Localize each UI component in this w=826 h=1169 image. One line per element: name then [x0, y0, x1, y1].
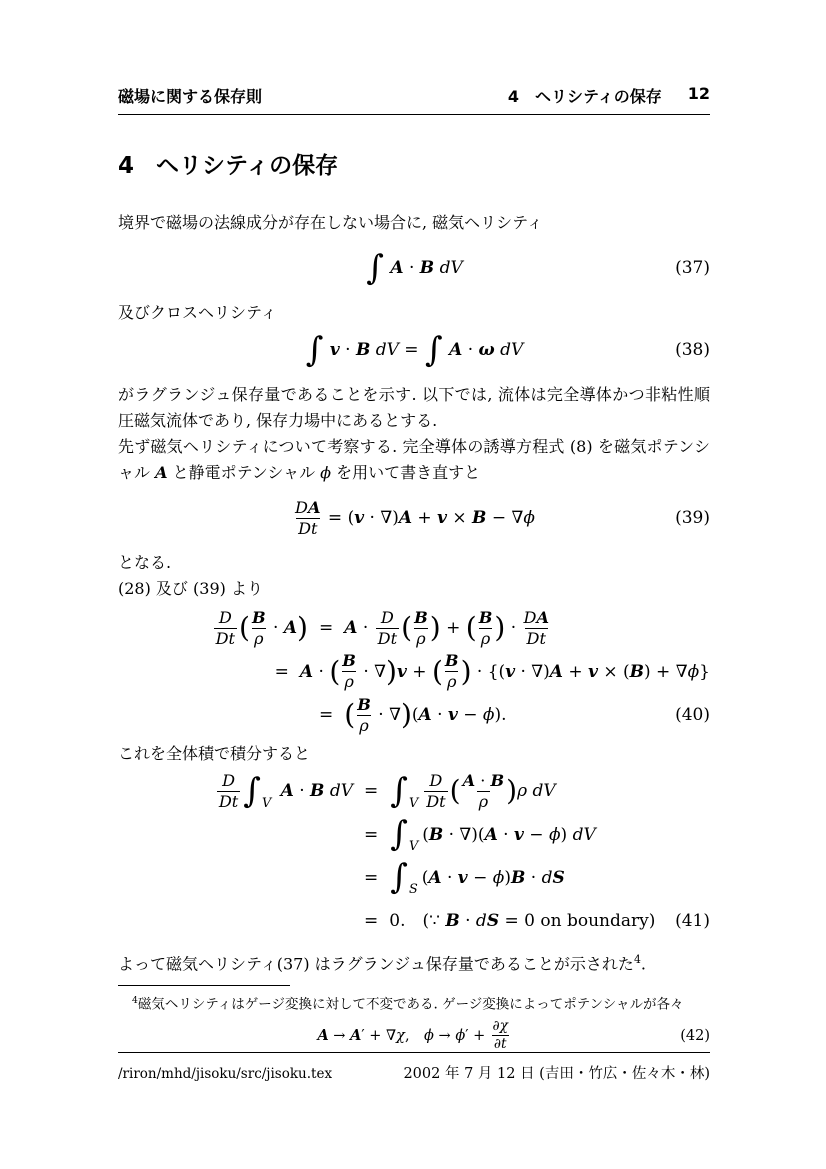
equation-42: A → A′ + ∇χ, ϕ → ϕ′ + $\frac{\partial\chi}{\partial t}$ (42) — [317, 1018, 710, 1053]
integral-sign: ∫ — [390, 771, 408, 812]
section-title-text: ヘリシティの保存 — [156, 153, 339, 179]
equation-40 — [118, 608, 710, 735]
header-section-ref: 4 ヘリシティの保存 — [507, 87, 662, 106]
paragraph-induction-equation: 先ず磁気ヘリシティについて考察する. 完全導体の誘導方程式 (8) を磁気ポテンシャル A と静電ポテンシャル ϕ を用いて書き直すと — [118, 437, 710, 482]
integral-sign: ∫ — [390, 814, 408, 855]
equation-row: = ∫ S (A · v − ϕ)B · dS — [364, 857, 565, 898]
equation-number: (39) — [675, 508, 710, 528]
paragraph-integrate-volume: これを全体積で積分すると — [118, 744, 311, 764]
section-number: 4 — [118, 153, 135, 179]
equation-number: (37) — [675, 258, 710, 278]
equation-number: (38) — [675, 340, 710, 360]
integral-sign: ∫ — [424, 329, 443, 370]
header-right-group — [508, 84, 710, 107]
header-left-title: 磁場に関する保存則 — [118, 87, 263, 106]
equation-row: = 0. (∵ B · dS = 0 on boundary) (41) — [364, 910, 710, 931]
paragraph-tonaru: となる. — [118, 553, 172, 572]
equation-number: (40) — [675, 705, 710, 726]
page-footer — [118, 1052, 710, 1083]
equation-41 — [118, 771, 710, 940]
integral-sign: ∫ — [366, 247, 384, 288]
section-heading — [118, 147, 710, 180]
footnote-rule — [118, 985, 290, 986]
equation-row: = ( $\frac{B}{\rho}$ · ∇ ) (A · v − ϕ). (40) — [319, 694, 710, 735]
equation-38: ∫ v · B dV = ∫ A · ω dV (38) — [305, 329, 710, 370]
equation-row: $\frac{D}{Dt}$ ∫ V A · B dV = ∫ V $\frac{D}{Dt}$ ( $\frac{A \cdot B}{\rho}$ ) ρ dV — [218, 771, 556, 812]
footer-date: 2002 年 7 月 12 日 (吉田・竹広・佐々木・林) — [403, 1066, 710, 1082]
equation-number: (41) — [675, 910, 710, 931]
equation-row: = ∫ V (B · ∇)(A · v − ϕ) dV — [364, 814, 596, 855]
footer-file-path: /riron/mhd/jisoku/src/jisoku.tex — [118, 1066, 333, 1082]
integral-sign: ∫ — [305, 329, 324, 370]
equation-37: ∫ A · B dV (37) — [366, 247, 710, 288]
integral-sign: ∫ — [243, 771, 261, 812]
page-content — [118, 0, 710, 1053]
integral-sign: ∫ — [390, 857, 408, 898]
equation-number: (42) — [680, 1027, 710, 1044]
paragraph-from-28-and-39: (28) 及び (39) より — [118, 579, 263, 598]
footnote-text: $^4$磁気ヘリシティはゲージ変換に対して不変である. ゲージ変換によってポテンシャルが各々 — [132, 994, 684, 1013]
paragraph-cross-helicity: 及びクロスヘリシティ — [118, 303, 277, 322]
paragraph-boundary-condition: 境界で磁場の法線成分が存在しない場合に, 磁気ヘリシティ — [118, 213, 543, 232]
paragraph-conclusion: よって磁気ヘリシティ(37) はラグランジュ保存量であることが示された$^4$. — [118, 952, 646, 973]
equation-row: = A · ( $\frac{B}{\rho}$ · ∇ ) v + ( $\frac{B}{\rho}$ ) · {(v · ∇)A + v × (B) + ∇ϕ} — [274, 651, 710, 692]
equation-row: $\frac{D}{Dt}$ ( $\frac{B}{\rho}$ · A ) = A · $\frac{D}{Dt}$ ( $\frac{B}{\rho}$ ) + ( $\frac{B}{\rho}$ ) · $\frac{DA}{Dt}$ — [215, 608, 549, 648]
page-number: 12 — [687, 84, 710, 103]
equation-39: $\frac{DA}{Dt}$ = (v · ∇)A + v × B − ∇ϕ (39) — [295, 497, 710, 538]
running-header — [118, 84, 710, 115]
paragraph-lagrangian-invariant: がラグランジュ保存量であることを示す. 以下では, 流体は完全導体かつ非粘性順圧磁気流体であり, 保存力場中にあるとする. — [118, 385, 710, 430]
